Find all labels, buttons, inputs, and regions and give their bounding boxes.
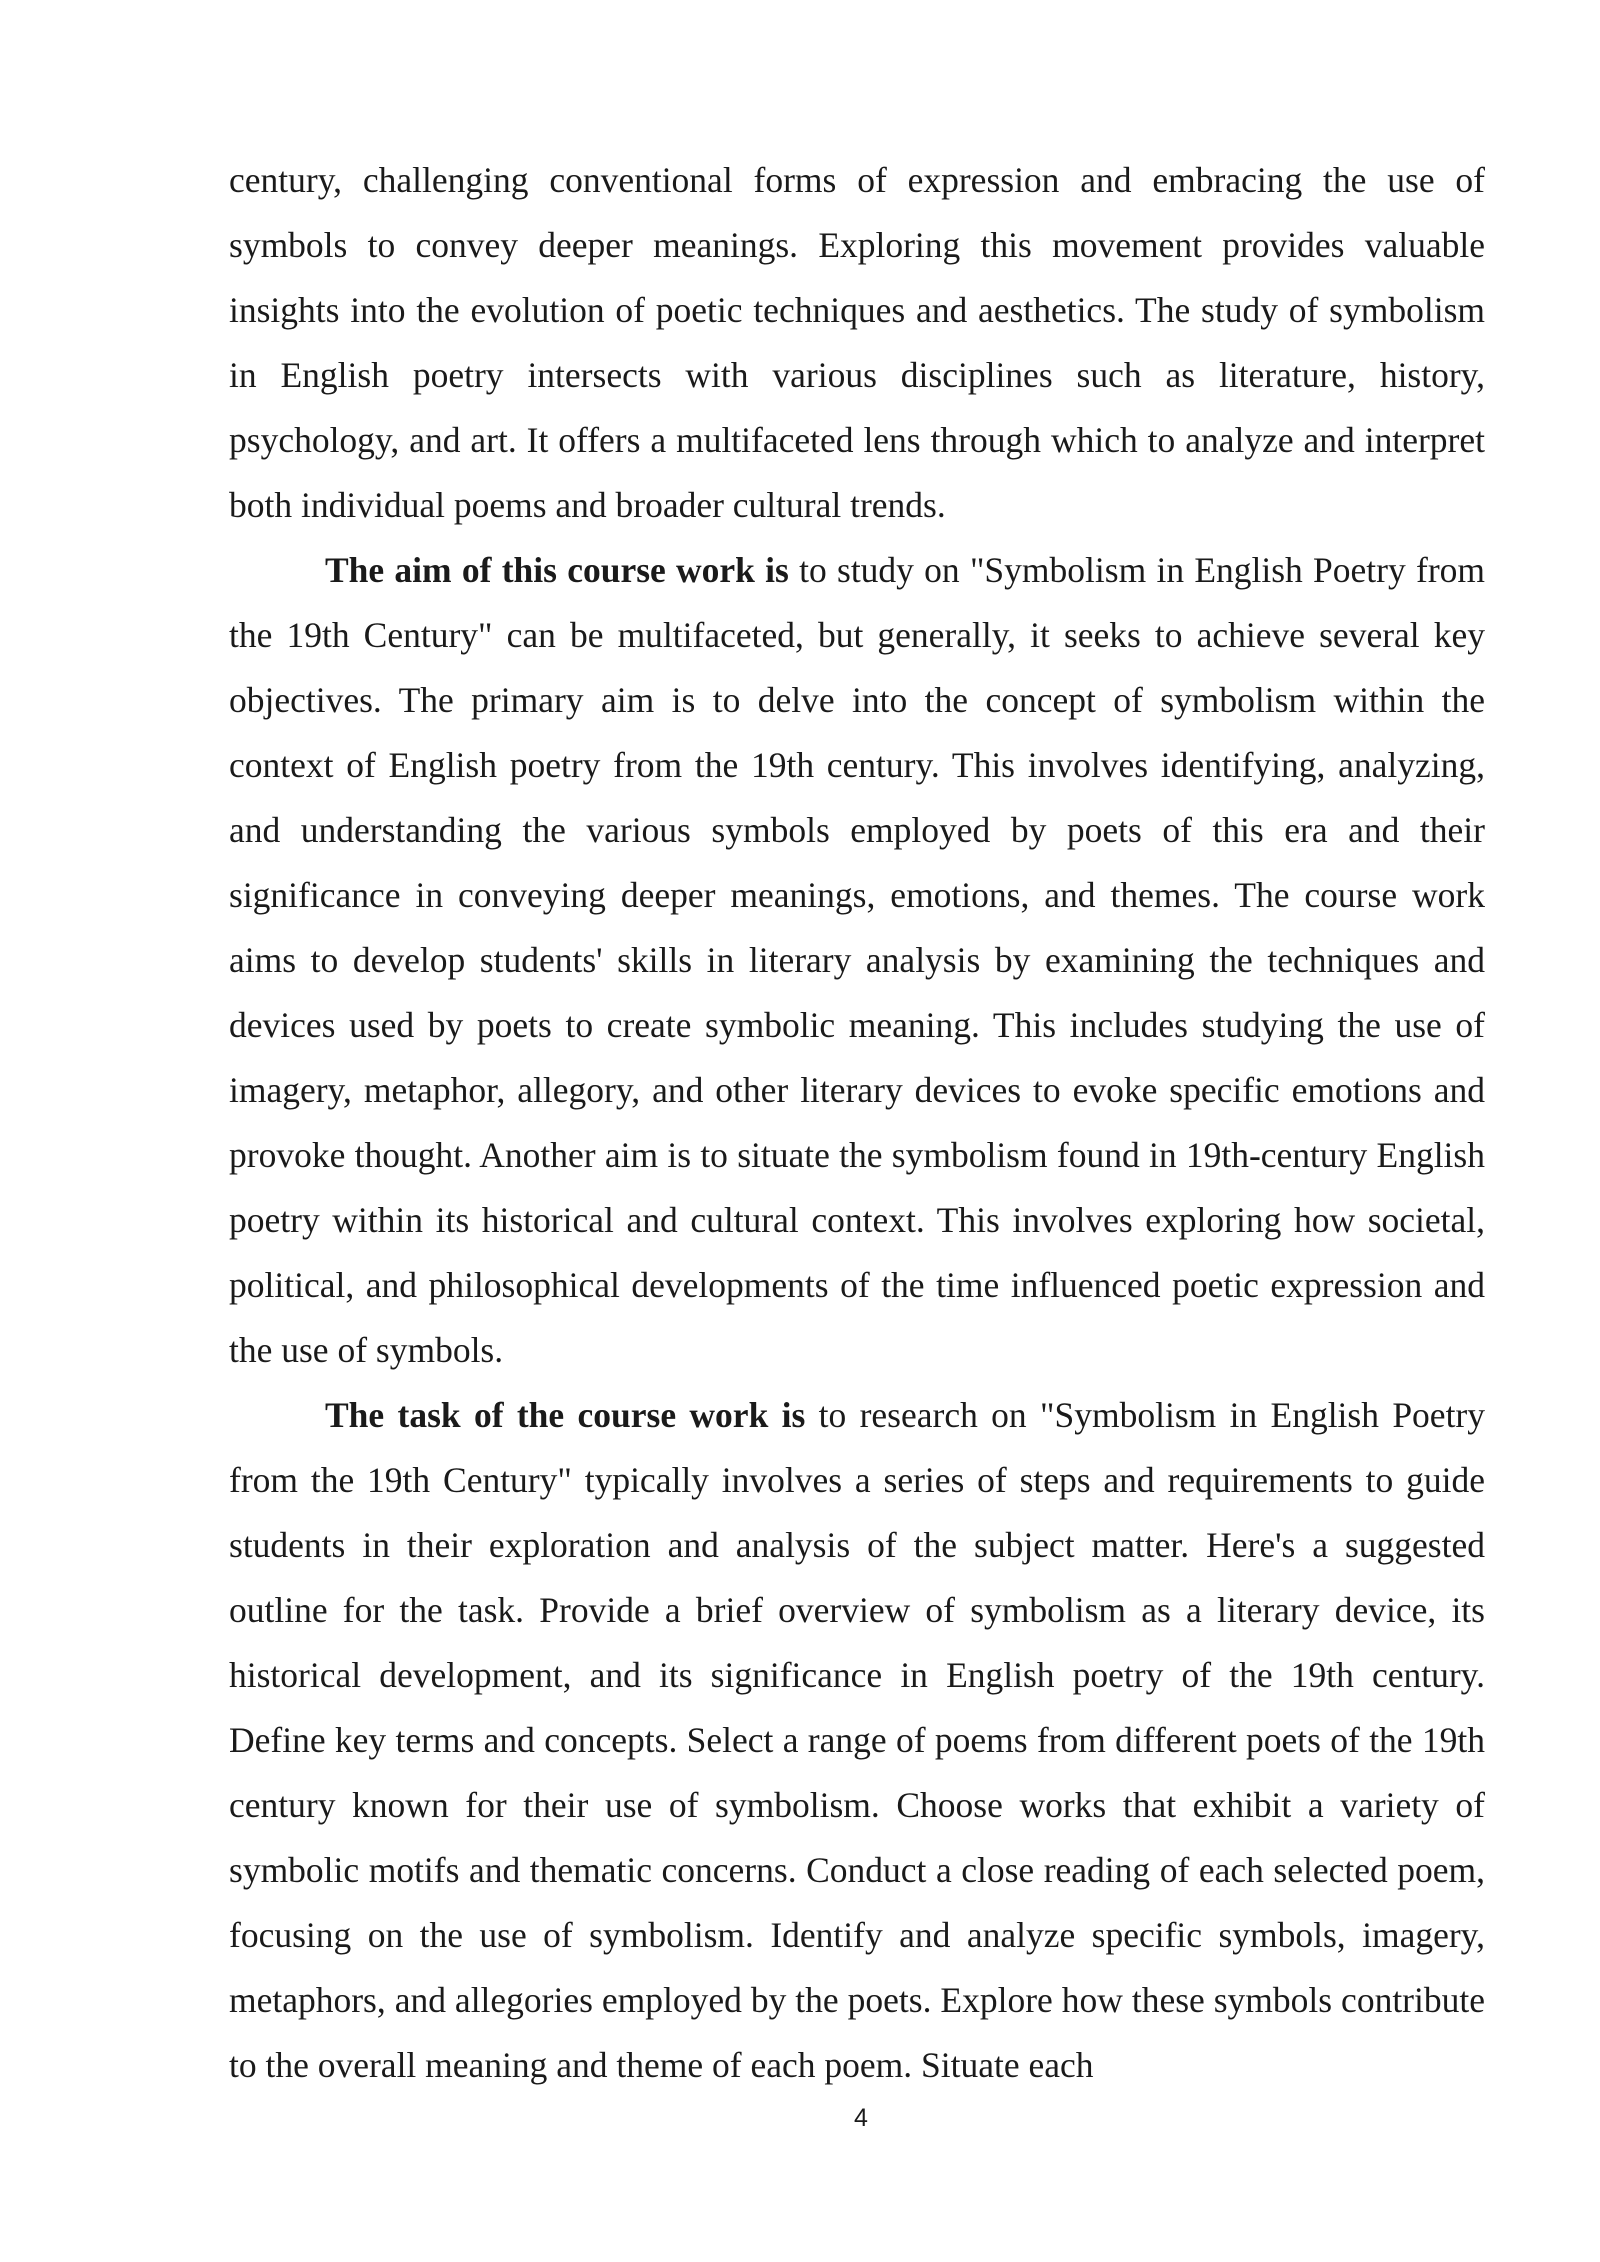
- paragraph-text: to study on "Symbolism in English Poetry from the 19th Century" can be multifaceted, but generally, it seeks to achieve several key objectives. The primary aim is to delve into the concept of symbolism within the context of English poetry from the 19th century. This involves identifying, analyzing, and understanding the various symbols employed by poets of this era and their significance in conveying deeper meanings, emotions, and themes. The course work aims to develop students' skills in literary analysis by examining the techniques and devices used by poets to create symbolic meaning. This includes studying the use of imagery, metaphor, allegory, and other literary devices to evoke specific emotions and provoke thought. Another aim is to situate the symbolism found in 19th-century English poetry within its historical and cultural context. This involves exploring how societal, political, and philosophical developments of the time influenced poetic expression and the use of symbols.: [229, 550, 1486, 1370]
- aim-lead-heading: The aim of this course work is: [325, 550, 789, 590]
- paragraph-text: century, challenging conventional forms of expression and embracing the use of symbols to convey deeper meanings. Exploring this movement provides valuable insights into the evolution of poetic techniques and aesthetics. The study of symbolism in English poetry intersects with various disciplines such as literature, history, psychology, and art. It offers a multifaceted lens through which to analyze and interpret both individual poems and broader cultural trends.: [229, 160, 1485, 525]
- paragraph-text: to research on "Symbolism in English Poetry from the 19th Century" typically involves a series of steps and requirements to guide students in their exploration and analysis of the subject matter. Here's a suggested outline for the task. Provide a brief overview of symbolism as a literary device, its historical development, and its significance in English poetry of the 19th century. Define key terms and concepts. Select a range of poems from different poets of the 19th century known for their use of symbolism. Choose works that exhibit a variety of symbolic motifs and thematic concerns. Conduct a close reading of each selected poem, focusing on the use of symbolism. Identify and analyze specific symbols, imagery, metaphors, and allegories employed by the poets. Explore how these symbols contribute to the overall meaning and theme of each poem. Situate each: [229, 1395, 1485, 2085]
- body-text: [229, 148, 1485, 2098]
- task-lead-heading: The task of the course work is: [325, 1395, 806, 1435]
- paragraph-intro-continuation: [229, 148, 1485, 538]
- paragraph-task: [229, 1383, 1485, 2098]
- paragraph-aim: [229, 538, 1485, 1383]
- page-number: 4: [854, 2104, 868, 2132]
